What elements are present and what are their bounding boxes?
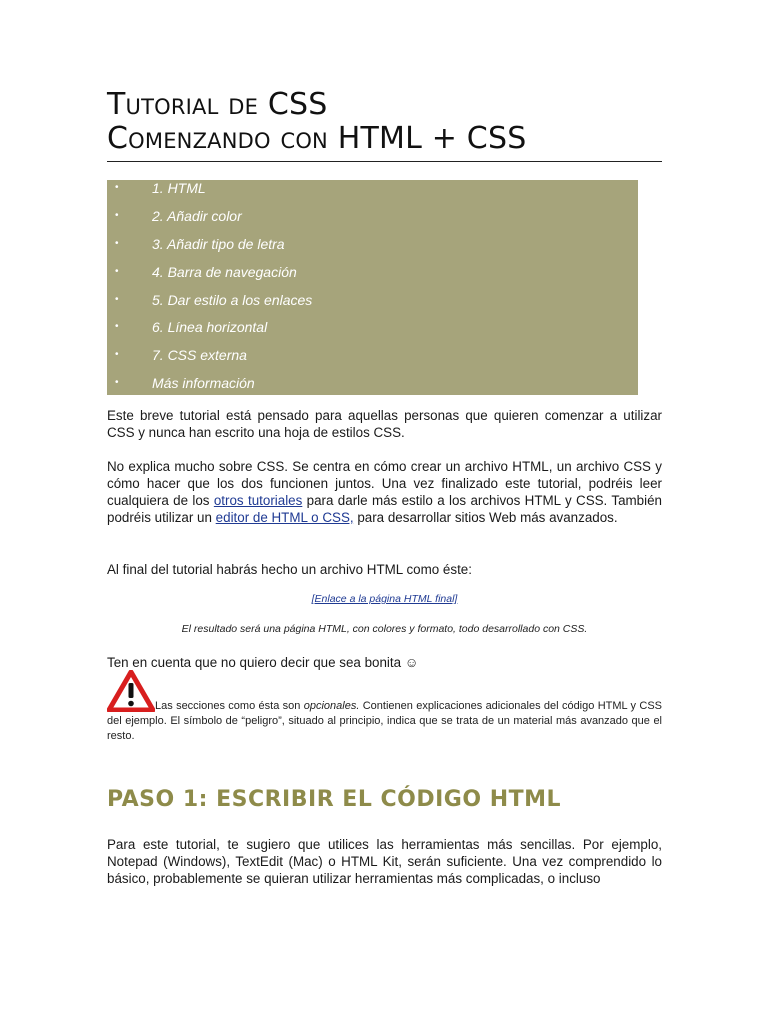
note-text: Ten en cuenta que no quiero decir que sea bonita ☺ [107,655,419,670]
toc-item[interactable] [107,264,638,292]
toc-item-label: 4. Barra de navegación [152,263,297,280]
other-tutorials-link[interactable]: otros tutoriales [213,493,303,508]
bullet-icon: • [115,293,119,305]
section-heading [107,787,561,812]
intro-paragraph-1: Este breve tutorial está pensado para aquellas personas que quieren comenzar a utilizar CSS y nunca han escrito una hoja de estilos CSS. [107,408,662,440]
final-page-link[interactable]: [Enlace a la página HTML final] [311,593,458,605]
editor-link[interactable]: editor de HTML o CSS, [215,510,354,525]
section-heading-text: PASO 1: ESCRIBIR EL CÓDIGO HTML [107,787,562,812]
bullet-icon: • [115,321,119,333]
intro-text-b: para darle más estilo a los archivos HTML y CSS. También podréis utilizar un [107,493,662,525]
toc-item-label: 5. Dar estilo a los enlaces [152,291,313,308]
toc-item-label: 6. Línea horizontal [152,319,268,336]
intro-paragraph-2 [107,458,662,526]
warning-text-b: Contienen explicaciones adicionales del código HTML y CSS del ejemplo. El símbolo de “peligro”, situado al principio, indica que se trata de un material más avanzado que el resto. [107,700,663,742]
bullet-icon: • [115,349,119,361]
toc-item-label: 2. Añadir color [152,207,242,224]
toc-item-label: 1. HTML [152,180,206,196]
bullet-icon: • [115,182,119,193]
toc-item[interactable] [107,375,638,403]
intro-text-a: No explica mucho sobre CSS. Se centra en cómo crear un archivo HTML, un archivo CSS y cómo hacer que los dos funcionen juntos. Una vez finalizado este tutorial, podréis leer cualquiera de los [107,459,662,508]
warning-note [107,699,662,744]
toc-item[interactable] [107,319,638,347]
bullet-icon: • [115,237,119,249]
toc-item[interactable] [107,292,638,320]
toc-item[interactable] [107,180,638,208]
result-caption: El resultado será una página HTML, con colores y formato, todo desarrollado con CSS. [181,623,588,635]
toc-item-label: 3. Añadir tipo de letra [152,235,285,252]
bullet-icon: • [115,377,119,389]
toc-item[interactable] [107,208,638,236]
bullet-icon: • [115,209,119,221]
warning-text-a: Las secciones como ésta son [155,700,304,712]
bullet-icon: • [115,265,119,277]
table-of-contents [107,180,638,395]
page-title [107,88,662,156]
title-line-1: Tutorial de CSS [107,87,328,122]
warning-text-em: opcionales. [303,700,360,712]
intro-text-c: para desarrollar sitios Web más avanzados. [353,510,618,525]
title-divider [107,161,662,162]
section-body: Para este tutorial, te sugiero que utilices las herramientas más sencillas. Por ejemplo, Notepad (Windows), TextEdit (Mac) o HTML Kit, serán suficiente. Una vez comprendido lo básico, probablemente se quieran utilizar herramientas más complicadas, o incluso [107,837,662,886]
toc-item-label: 7. CSS externa [152,347,247,364]
intro-paragraph-3: Al final del tutorial habrás hecho un archivo HTML como éste: [107,562,472,577]
toc-item[interactable] [107,236,638,264]
toc-item[interactable] [107,347,638,375]
toc-item-label: Más información [152,375,255,392]
title-line-2: Comenzando con HTML + CSS [107,121,527,156]
